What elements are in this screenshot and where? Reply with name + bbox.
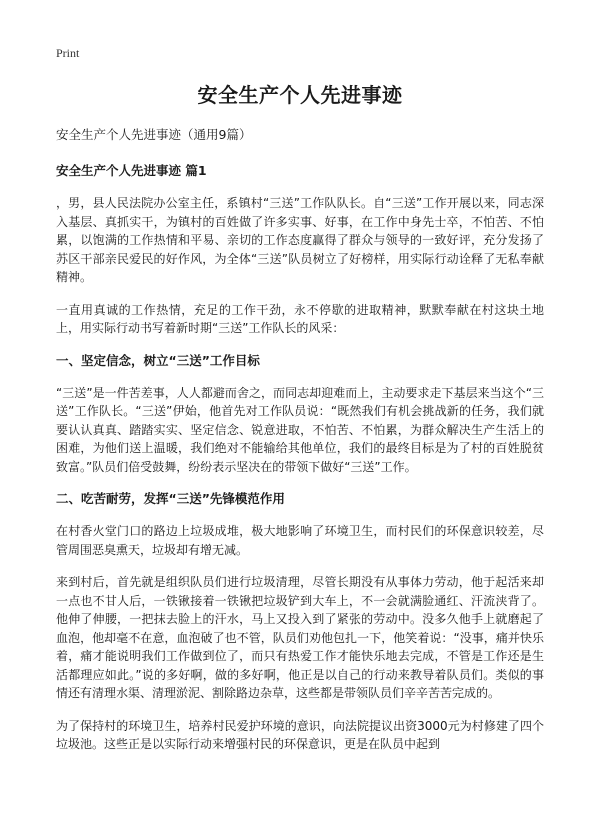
paragraph: ，男，县人民法院办公室主任，系镇村“三送”工作队队长。自“三送”工作开展以来，同志深入基层、真抓实干，为镇村的百姓做了许多实事、好事，在工作中身先士卒，不怕苦、不怕累，以饱满的工作热情和平易、亲切的工作态度赢得了群众与领导的一致好评，充分发扬了苏区干部亲民爱民的好作风，为全体“三送”队员树立了好榜样，用实际行动诠释了无私奉献精神。 — [56, 196, 544, 284]
paragraph: 来到村后，首先就是组织队员们进行垃圾清理，尽管长期没有从事体力劳动，他于起活来却一点也不甘人后，一铁锹接着一铁锹把垃圾铲到大车上，不一会就满脸通红、汗流浃背了。他伸了伸腰，一把抹去脸上的汗水，马上又投入到了紧张的劳动中。没多久他手上就磨起了血泡，他却毫不在意，血泡破了也不管，队员们劝他包扎一下，他笑着说：“没事，痛并快乐着，痛才能说明我们工作做到位了，而只有热爱工作才能快乐地去完成，不管是工作还是生活都理应如此。”说的多好啊，做的多好啊，他正是以自己的行动来教导着队员们。类似的事情还有清理水渠、清理淤泥、割除路边杂草，这些都是带领队员们辛辛苦苦完成的。 — [56, 575, 544, 700]
section-heading: 二、吃苦耐劳，发挥“三送”先锋模范作用 — [56, 491, 285, 506]
paragraph: “三送”是一件苦差事，人人都避而舍之，而同志却迎难而上，主动要求走下基层来当这个“三送”工作队长。“三送”伊始，他首先对工作队员说：“既然我们有机会挑战新的任务，我们就要认认真真、踏踏实实、坚定信念、锐意进取，不怕苦、不怕累，为群众解决生产生活上的困难，为他们送上温暖，我们绝对不能输给其他单位，我们的最终目标是为了村的百姓脱贫致富。”队员们倍受鼓舞，纷纷表示坚决在的带领下做好“三送”工作。 — [56, 385, 544, 474]
section-title: 安全生产个人先进事迹 篇1 — [56, 163, 207, 178]
section-heading: 一、坚定信念，树立“三送”工作目标 — [56, 352, 260, 368]
print-link[interactable]: Print — [56, 46, 80, 60]
paragraph: 为了保持村的环境卫生，培养村民爱护环境的意识，向法院提议出资3000元为村修建了四个垃圾池。这些正是以实际行动来增强村民的环保意识，更是在队员中起到 — [56, 718, 544, 751]
document-subtitle: 安全生产个人先进事迹（通用9篇） — [56, 127, 252, 142]
document-title: 安全生产个人先进事迹 — [197, 83, 403, 107]
paragraph: 一直用真诚的工作热情，充足的工作干劲，永不停歇的进取精神，默默奉献在村这块土地上，用实际行动书写着新时期“三送”工作队长的风采： — [56, 302, 544, 335]
paragraph: 在村香火堂门口的路边上垃圾成堆，极大地影响了环境卫生，而村民们的环保意识较差，尽管周围恶臭熏天，垃圾却有增无减。 — [56, 524, 544, 557]
